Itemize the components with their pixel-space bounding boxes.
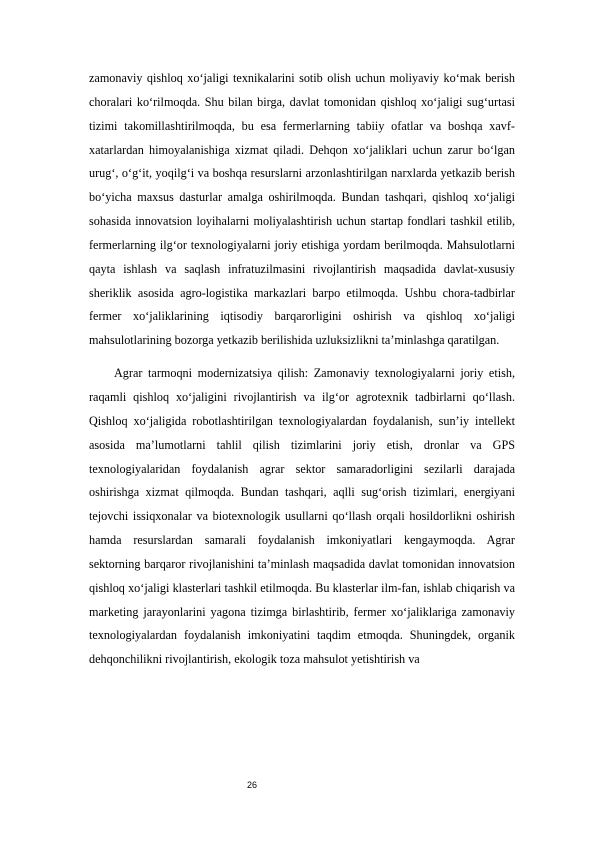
paragraph-agrar-modernization: Agrar tarmoqni modernizatsiya qilish: Zamonaviy texnologiyalarni joriy etish, raqamli qishloq xo‘jaligini rivojlantirish va ilg‘or agrotexnik tadbirlarni qo‘llash. Qishloq xo‘jaligida robotlashtirilgan texnologiyalardan foydalanish, sun’iy intellekt asosida ma’lumotlarni tahlil qilish tizimlarini joriy etish, dronlar va GPS texnologiyalaridan foydalanish agrar sektor samaradorligini sezilarli darajada oshirishga xizmat qilmoqda. Bundan tashqari, aqlli sug‘orish tizimlari, energiyani tejovchi issiqxonalar va biotexnologik usullarni qo‘llash orqali hosildorlikni oshirish hamda resurslardan samarali foydalanish imkoniyatlari kengaymoqda. Agrar sektorning barqaror rivojlanishini ta’minlash maqsadida davlat tomonidan innovatsion qishloq xo‘jaligi klasterlari tashkil etilmoqda. Bu klasterlar ilm-fan, ishlab chiqarish va marketing jarayonlarini yagona tizimga birlashtirib, fermer xo‘jaliklariga zamonaviy texnologiyalardan foydalanish imkoniyatini taqdim etmoqda. Shuningdek, organik dehqonchilikni rivojlantirish, ekologik toza mahsulot yetishtirish va [89,366,515,667]
page-number: 26 [247,780,258,790]
paragraph-support-measures: zamonaviy qishloq xo‘jaligi texnikalarini sotib olish uchun moliyaviy ko‘mak berish choralari ko‘rilmoqda. Shu bilan birga, davlat tomonidan qishloq xo‘jaligi sug‘urtasi tizimi takomillashtirilmoqda, bu esa fermerlarning tabiiy ofatlar va boshqa xavf-xatarlardan himoyalanishiga xizmat qiladi. Dehqon xo‘jaliklari uchun zarur bo‘lgan urug‘, o‘g‘it, yoqilg‘i va boshqa resurslarni arzonlashtirilgan narxlarda yetkazib berish bo‘yicha maxsus dasturlar amalga oshirilmoqda. Bundan tashqari, qishloq xo‘jaligi sohasida innovatsion loyihalarni moliyalashtirish uchun startap fondlari tashkil etilib, fermerlarning ilg‘or texnologiyalarni joriy etishiga yordam berilmoqda. Mahsulotlarni qayta ishlash va saqlash infratuzilmasini rivojlantirish maqsadida davlat-xususiy sheriklik asosida agro-logistika markazlari barpo etilmoqda. Ushbu chora-tadbirlar fermer xo‘jaliklarining iqtisodiy barqarorligini oshirish va qishloq xo‘jaligi mahsulotlarining bozorga yetkazib berilishida uzluksizlikni ta’minlashga qaratilgan. [89,71,515,348]
body-text [89,67,515,672]
